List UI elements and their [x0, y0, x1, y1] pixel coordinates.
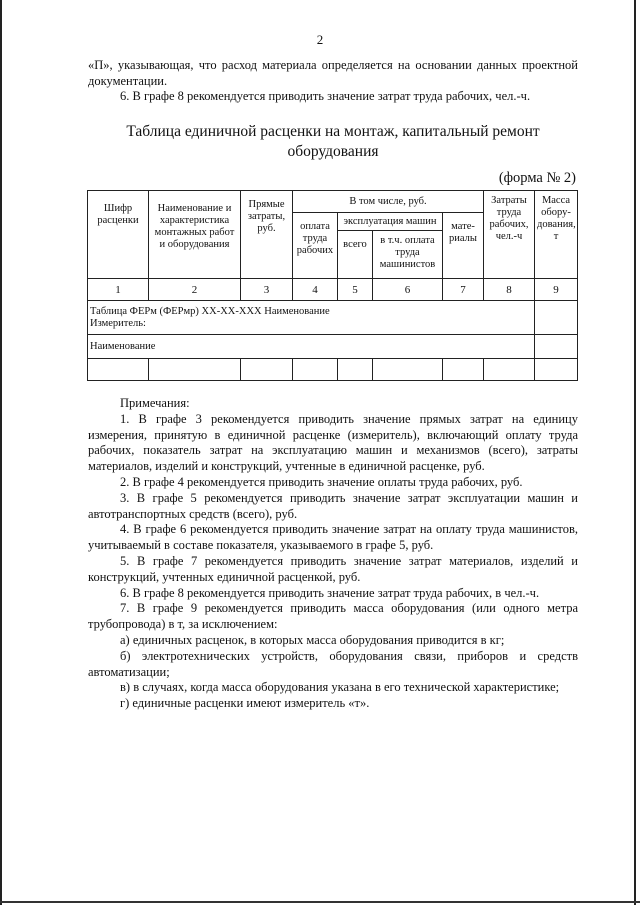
page-number: 2: [316, 32, 324, 47]
note-3: 3. В графе 5 рекомендуется приводить значение затрат эксплуатации машин и автотранспортных средств (всего), руб.: [88, 490, 578, 521]
header-mass: Масса обору-дования, т: [535, 191, 578, 279]
col-number: 2: [149, 279, 241, 301]
page-border-bottom: [0, 901, 640, 903]
table-cell: [149, 359, 241, 381]
unit-text: Измеритель:: [90, 317, 146, 329]
table-cell: [535, 301, 578, 335]
col-number: 9: [535, 279, 578, 301]
intro-block: [88, 58, 578, 105]
table-reference-text: Таблица ФЕРм (ФЕРмр) XX-XX-XXX Наименование: [90, 305, 330, 317]
table-cell: [484, 359, 535, 381]
page-border-right: [634, 0, 636, 905]
note-7: 7. В графе 9 рекомендуется приводить масса оборудования (или одного метра трубопровода) в т, за исключением:: [88, 601, 578, 632]
title-line-2: оборудования: [287, 143, 379, 160]
title-line-1: Таблица единичной расценки на монтаж, капитальный ремонт: [126, 123, 540, 140]
table-cell: [535, 359, 578, 381]
note-7-a: а) единичных расценок, в которых масса оборудования приводится в кг;: [120, 632, 505, 647]
header-including: В том числе, руб.: [293, 191, 484, 213]
row-table-reference: [88, 301, 535, 335]
form-label: (форма № 2): [498, 170, 576, 186]
col-number: 6: [373, 279, 443, 301]
note-2: 2. В графе 4 рекомендуется приводить значение оплаты труда рабочих, руб.: [120, 474, 523, 489]
header-machines-total: всего: [338, 231, 373, 279]
header-direct-costs: Прямые затраты, руб.: [241, 191, 293, 279]
note-1: 1. В графе 3 рекомендуется приводить значение прямых затрат на единицу измерения, принятую в единичной расценке (измеритель), включающий оплату труда рабочих, показатель затрат на эксплуатацию машин и механизмов (всего), затраты материалов, изделий и конструкций, учтенные в единичной расценке, руб.: [88, 411, 578, 474]
note-4: 4. В графе 6 рекомендуется приводить значение затрат на оплату труда машинистов, учитываемый в составе показателя, указываемого в графе 5, руб.: [88, 522, 578, 553]
rate-table: [87, 190, 578, 381]
col-number: 5: [338, 279, 373, 301]
note-7-d: г) единичные расценки имеют измеритель «т».: [120, 696, 370, 711]
header-machines: эксплуатация машин: [338, 213, 443, 231]
intro-line-2: 6. В графе 8 рекомендуется приводить значение затрат труда рабочих, чел.-ч.: [120, 89, 531, 103]
note-5: 5. В графе 7 рекомендуется приводить значение затрат материалов, изделий и конструкций, учтенных единичной расценкой, руб.: [88, 553, 578, 584]
table-cell: [443, 359, 484, 381]
table-title: [88, 122, 578, 162]
header-labor-cost: оплата труда рабочих: [293, 213, 338, 279]
table-cell: [88, 359, 149, 381]
table-cell: [535, 335, 578, 359]
notes-block: [88, 396, 578, 712]
header-materials: мате-риалы: [443, 213, 484, 279]
note-7-c: в) в случаях, когда масса оборудования указана в его технической характеристике;: [120, 680, 560, 695]
col-number: 3: [241, 279, 293, 301]
header-name: Наименование и характеристика монтажных работ и оборудования: [149, 191, 241, 279]
notes-heading: Примечания:: [120, 396, 190, 410]
note-7-b: б) электротехнических устройств, оборудования связи, приборов и средств автоматизации;: [88, 648, 578, 679]
table-cell: [293, 359, 338, 381]
table-cell: [373, 359, 443, 381]
col-number: 7: [443, 279, 484, 301]
header-machinists-pay: в т.ч. оплата труда машинистов: [373, 231, 443, 279]
table-cell: [241, 359, 293, 381]
note-6: 6. В графе 8 рекомендуется приводить значение затрат труда рабочих, в чел.-ч.: [120, 585, 540, 600]
page-border-left: [0, 0, 2, 905]
header-code: Шифр расценки: [88, 191, 149, 279]
col-number: 1: [88, 279, 149, 301]
col-number: 8: [484, 279, 535, 301]
intro-line-1: «П», указывающая, что расход материала определяется на основании данных проектной документации.: [88, 58, 578, 88]
col-number: 4: [293, 279, 338, 301]
table-cell: [338, 359, 373, 381]
header-labor-hours: Затраты труда рабочих, чел.-ч: [484, 191, 535, 279]
row-name: Наименование: [88, 335, 535, 359]
